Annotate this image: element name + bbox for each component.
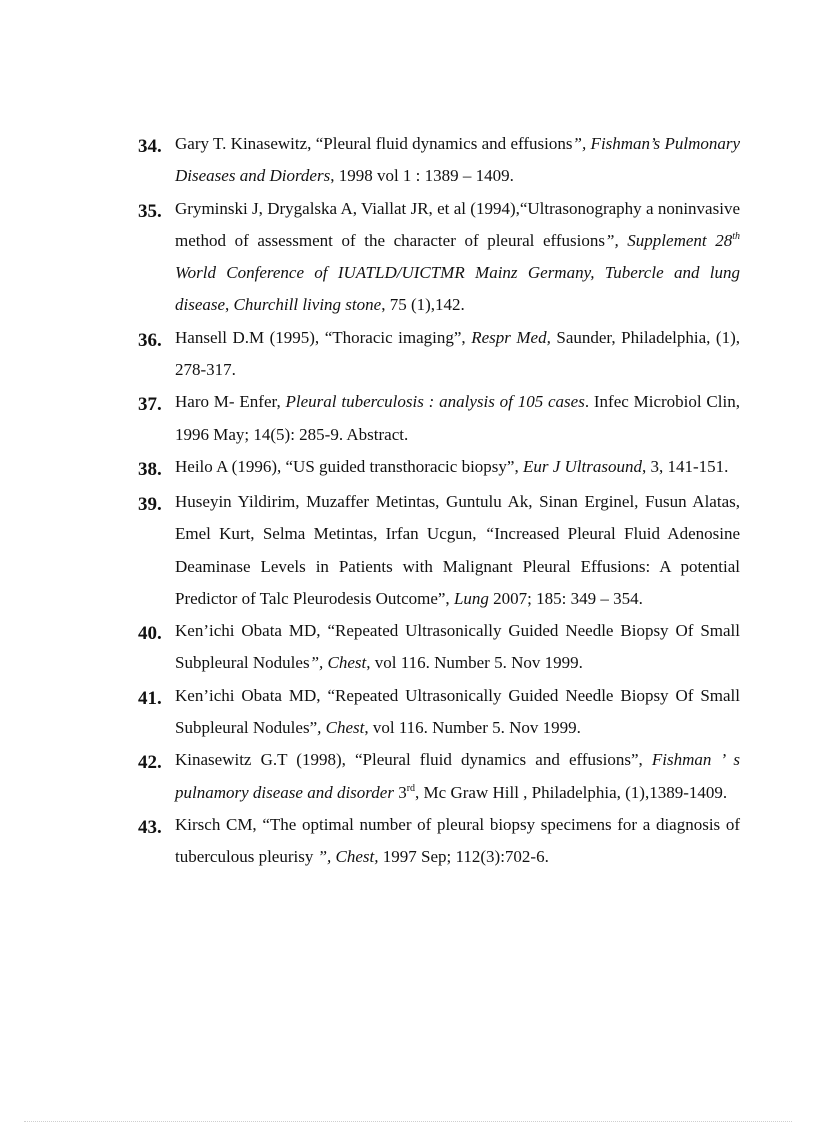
reference-segment: Hansell D.M (1995), “Thoracic imaging”, <box>175 327 472 347</box>
reference-text <box>175 809 740 874</box>
reference-number: 40. <box>138 623 162 645</box>
reference-italic-segment: ”, Chest <box>309 653 367 673</box>
reference-list <box>138 128 740 874</box>
reference-segment: Gary T. Kinasewitz, “Pleural fluid dynamics and effusions <box>175 134 573 153</box>
reference-segment: , Mc Graw Hill , Philadelphia, (1),1389-1409. <box>415 782 728 802</box>
reference-segment: Kinasewitz G.T (1998), “Pleural fluid dynamics and effusions”, <box>175 750 652 770</box>
reference-entry <box>138 809 740 874</box>
reference-text <box>175 322 740 387</box>
reference-segment: , 1998 vol 1 : 1389 – 1409. <box>330 166 514 186</box>
reference-italic-segment: ”, Supplement 28 <box>605 230 733 250</box>
reference-text <box>175 128 740 193</box>
reference-superscript: rd <box>406 782 416 794</box>
reference-italic-segment: Pleural tuberculosis : analysis of 105 cases <box>285 392 585 412</box>
reference-text <box>175 486 740 615</box>
reference-segment: Ken’ichi Obata MD, “Repeated Ultrasonically Guided Needle Biopsy Of Small Subpleural Nodules <box>175 621 740 673</box>
reference-segment: , vol 116. Number 5. Nov 1999. <box>364 718 581 738</box>
reference-number: 35. <box>138 200 162 222</box>
reference-segment: Haro M- Enfer, <box>175 392 286 412</box>
reference-text <box>175 386 740 451</box>
reference-italic-segment: Fishman ’ s pulnamory disease and disorder <box>175 750 740 802</box>
reference-italic-segment: Eur J Ultrasound <box>522 456 642 476</box>
reference-number: 41. <box>138 687 162 709</box>
reference-segment: , <box>225 295 234 315</box>
reference-segment: , 75 (1),142. <box>381 295 465 315</box>
reference-entry <box>138 128 740 193</box>
reference-entry <box>138 451 740 486</box>
reference-text <box>175 744 740 809</box>
reference-segment: 2007; 185: 349 – 354. <box>488 588 643 608</box>
reference-entry <box>138 322 740 387</box>
reference-segment: Gryminski J, Drygalska A, Viallat JR, et al (1994),“Ultrasonography a noninvasive method of assessment of the character of pleural effusions <box>175 198 740 250</box>
reference-segment: Kirsch CM, “The optimal number of pleural biopsy specimens for a diagnosis of tuberculous pleurisy <box>175 814 740 867</box>
reference-text <box>175 193 740 322</box>
reference-number: 43. <box>138 816 162 838</box>
reference-segment: . Infec Microbiol Clin, 1996 May; 14(5): 285-9. Abstract. <box>175 392 740 444</box>
reference-superscript: th <box>732 230 740 242</box>
reference-entry <box>138 615 740 680</box>
reference-italic-segment: , Chest <box>317 718 365 738</box>
reference-text <box>175 451 740 483</box>
reference-number: 36. <box>138 329 162 351</box>
reference-segment: Increased Pleural Fluid Adenosine Deaminase Levels in Patients with Malignant Pleural Effusions: A potential Predictor of Talc Pleurodesis Outcome”, <box>175 524 740 608</box>
reference-segment: Huseyin Yildirim, Muzaffer Metintas, Guntulu Ak, Sinan Erginel, Fusun Alatas, Emel Kurt, Selma Metintas, Irfan Ucgun, <box>175 491 740 544</box>
reference-segment: 3 <box>393 782 407 802</box>
reference-segment: , 3, 141-151. <box>641 456 729 476</box>
reference-segment: Saunder, Philadelphia, (1), 278-317. <box>175 327 740 380</box>
reference-text <box>175 680 740 745</box>
reference-italic-segment: Churchill living stone <box>233 295 382 315</box>
reference-number: 37. <box>138 394 162 416</box>
reference-entry <box>138 486 740 615</box>
reference-text <box>175 615 740 680</box>
reference-entry <box>138 193 740 322</box>
reference-entry <box>138 680 740 745</box>
reference-number: 34. <box>138 136 162 157</box>
reference-italic-segment: Lung <box>453 588 489 608</box>
reference-segment: Ken’ichi Obata MD, “Repeated Ultrasonically Guided Needle Biopsy Of Small Subpleural Nodules” <box>175 685 740 738</box>
reference-number: 42. <box>138 752 162 774</box>
reference-segment: 1997 Sep; 112(3):702-6. <box>378 847 549 867</box>
reference-italic-segment: “ <box>484 524 495 544</box>
reference-segment: , vol 116. Number 5. Nov 1999. <box>366 653 583 673</box>
page-bottom-divider <box>24 1121 792 1122</box>
reference-italic-segment: ”, Fishman’s Pulmonary Diseases and Diorders <box>175 134 741 186</box>
reference-entry <box>138 744 740 809</box>
reference-number: 39. <box>138 493 162 515</box>
reference-italic-segment: ”, Chest, <box>317 847 379 867</box>
reference-italic-segment: World Conference of IUATLD/UICTMR Mainz Germany, Tubercle and lung disease <box>175 263 740 315</box>
reference-number: 38. <box>138 458 162 480</box>
reference-entry <box>138 386 740 451</box>
reference-segment: Heilo A (1996), “US guided transthoracic biopsy”, <box>175 456 523 476</box>
reference-italic-segment: Respr Med, <box>471 327 551 347</box>
